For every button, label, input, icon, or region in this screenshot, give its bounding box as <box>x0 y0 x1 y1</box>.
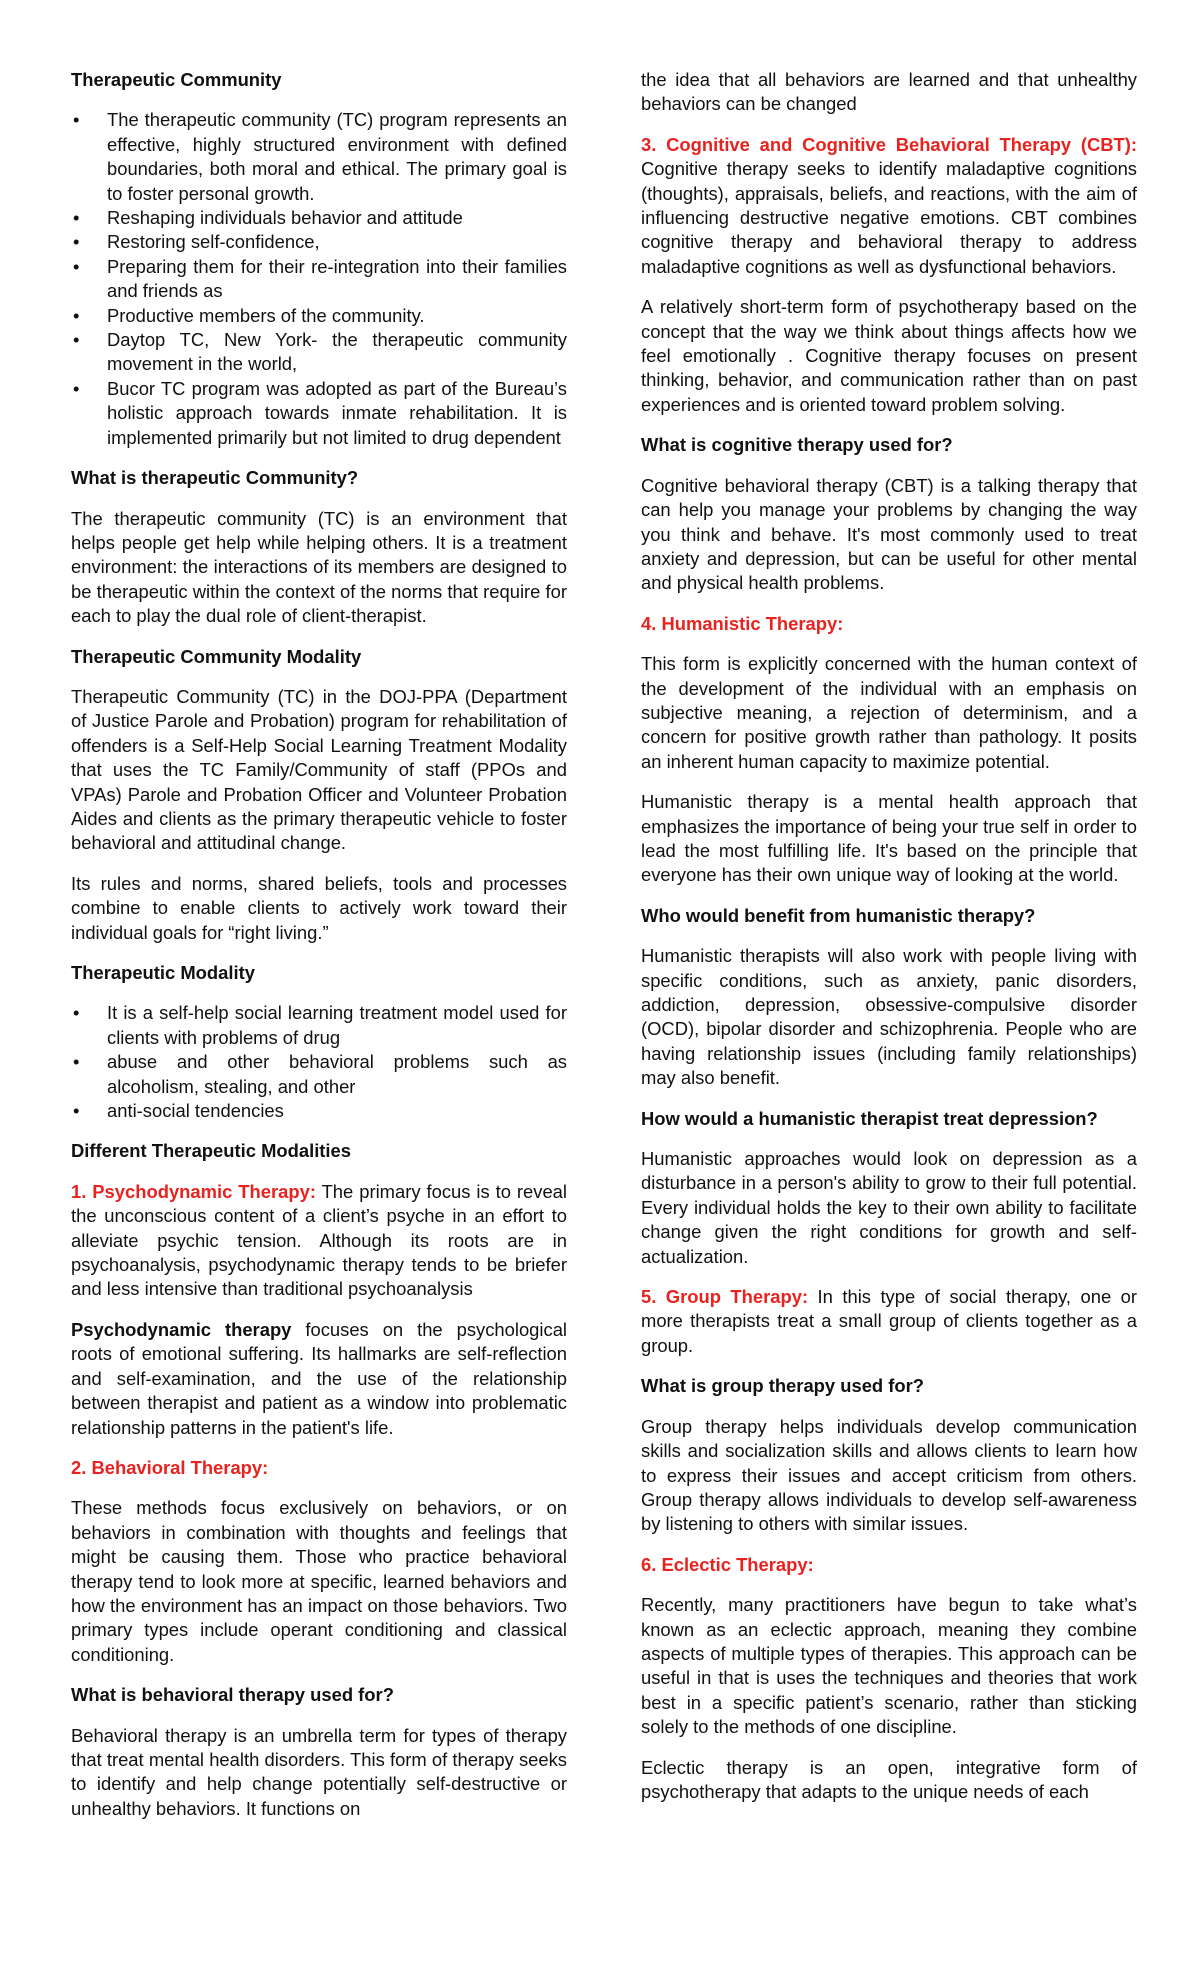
paragraph-behavioral-continued: the idea that all behaviors are learned and that unhealthy behaviors can be changed <box>641 69 1137 115</box>
right-column <box>641 68 1137 1820</box>
heading-tc-modality: Therapeutic Community Modality <box>71 645 362 667</box>
paragraph-psychodynamic: 1. Psychodynamic Therapy: The primary focus is to reveal the unconscious content of a client’s psyche in an effort to alleviate psychic tension. Although its roots are in psychoanalysis, psychodynamic therapy tends to be briefer and less intensive than traditional psychoanalysis <box>71 1180 567 1300</box>
list-item: • Restoring self-confidence, <box>71 230 567 254</box>
bullet-icon: • <box>73 1002 80 1024</box>
bullet-icon: • <box>73 207 80 229</box>
heading-group-used: What is group therapy used for? <box>641 1375 925 1397</box>
heading-eclectic-therapy: 6. Eclectic Therapy: <box>641 1553 814 1575</box>
paragraph-eclectic-2: Eclectic therapy is an open, integrative form of psychotherapy that adapts to the unique needs of each <box>641 1756 1137 1802</box>
list-item: • abuse and other behavioral problems such as alcoholism, stealing, and other <box>73 1051 567 1097</box>
paragraph-humanistic-2: Humanistic therapy is a mental health approach that emphasizes the importance of being your true self in order to lead the most fulfilling life. It's based on the principle that everyone has their own unique way of looking at the world. <box>641 791 1137 886</box>
paragraph-psychodynamic-2: Psychodynamic therapy focuses on the psychological roots of emotional suffering. Its hallmarks are self-reflection and self-examination, and the use of the relationship between therapist and patient as a window into problematic relationship patterns in the patient's life. <box>71 1318 568 1438</box>
paragraph-cbt: 3. Cognitive and Cognitive Behavioral Therapy (CBT): Cognitive therapy seeks to identify maladaptive cognitions (thoughts), appraisals, beliefs, and reactions, with the aim of influencing destructive negative emotions. CBT combines cognitive therapy and behavioral therapy to address maladaptive cognitions as well as dysfunctional behaviors. <box>641 133 1137 277</box>
list-item: • Bucor TC program was adopted as part of the Bureau’s holistic approach towards inmate rehabilitation. It is implemented primarily but not limited to drug dependent <box>73 377 567 448</box>
heading-different-modalities: Different Therapeutic Modalities <box>71 1140 351 1162</box>
paragraph-humanistic: This form is explicitly concerned with the human context of the development of the individual with an emphasis on subjective meaning, a rejection of determinism, and a concern for positive growth rather than pathology. It posits an inherent human capacity to maximize potential. <box>641 653 1137 772</box>
heading-therapeutic-modality: Therapeutic Modality <box>71 962 255 983</box>
paragraph-group: 5. Group Therapy: In this type of social therapy, one or more therapists treat a small group of clients together as a group. <box>641 1286 1137 1356</box>
paragraph-behavioral: These methods focus exclusively on behaviors, or on behaviors in combination with thoughts and feelings that might be causing them. Those who practice behavioral therapy tend to look more at specific, learned behaviors and how the environment has an impact on those behaviors. Two primary types include operant conditioning and classical conditioning. <box>71 1497 567 1665</box>
bullet-icon: • <box>73 231 80 253</box>
list-item: • anti-social tendencies <box>71 1099 567 1123</box>
heading-behavioral-used: What is behavioral therapy used for? <box>71 1684 394 1706</box>
list-item: • Daytop TC, New York- the therapeutic community movement in the world, <box>73 329 567 375</box>
list-item: • Reshaping individuals behavior and attitude <box>71 206 567 230</box>
heading-therapeutic-community: Therapeutic Community <box>71 69 282 90</box>
heading-humanistic-depression: How would a humanistic therapist treat depression? <box>641 1107 1098 1129</box>
bullet-icon: • <box>73 329 80 351</box>
paragraph-tc-modality-2: Its rules and norms, shared beliefs, tools and processes combine to enable clients to actively work toward their individual goals for “right living.” <box>71 872 567 943</box>
paragraph-cognitive-used: Cognitive behavioral therapy (CBT) is a talking therapy that can help you manage your problems by changing the way you think and behave. It's most commonly used to treat anxiety and depression, but can be useful for other mental and physical health problems. <box>641 474 1137 594</box>
heading-what-is-tc: What is therapeutic Community? <box>71 467 359 489</box>
heading-humanistic-therapy: 4. Humanistic Therapy: <box>641 612 844 634</box>
paragraph-eclectic: Recently, many practitioners have begun to take what’s known as an eclectic approach, meaning they combine aspects of multiple types of therapies. This approach can be useful in that is uses the techniques and theories that work best in a specific patient’s scenario, rather than sticking solely to the methods of one discipline. <box>641 1594 1137 1738</box>
modality-bullet-list <box>71 1001 567 1123</box>
paragraph-cbt-2: A relatively short-term form of psychotherapy based on the concept that the way we think about things affects how we feel emotionally . Cognitive therapy focuses on present thinking, behavior, and communication rather than on past experiences and is oriented toward problem solving. <box>641 296 1137 415</box>
bullet-icon: • <box>73 109 80 131</box>
cbt-label: 3. Cognitive and Cognitive Behavioral Therapy (CBT): <box>641 133 1137 155</box>
paragraph-tc-modality-1: Therapeutic Community (TC) in the DOJ-PPA (Department of Justice Parole and Probation) program for rehabilitation of offenders is a Self-Help Social Learning Treatment Modality that uses the TC Family/Community of staff (PPOs and VPAs) Parole and Probation Officer and Volunteer Probation Aides and clients as the primary therapeutic vehicle to foster behavioral and attitudinal change. <box>71 685 567 854</box>
left-column <box>71 68 567 1837</box>
group-label: 5. Group Therapy: <box>641 1286 809 1308</box>
heading-behavioral-therapy: 2. Behavioral Therapy: <box>71 1456 269 1478</box>
psychodynamic-label: 1. Psychodynamic Therapy: <box>71 1180 316 1202</box>
list-item: • It is a self-help social learning treatment model used for clients with problems of drug <box>73 1002 567 1048</box>
bullet-icon: • <box>73 255 80 277</box>
bullet-icon: • <box>73 377 80 399</box>
heading-cognitive-used: What is cognitive therapy used for? <box>641 434 953 456</box>
paragraph-behavioral-used: Behavioral therapy is an umbrella term for types of therapy that treat mental health disorders. This form of therapy seeks to identify and help change potentially self-destructive or unhealthy behaviors. It functions on <box>71 1724 567 1819</box>
paragraph-humanistic-depression: Humanistic approaches would look on depression as a disturbance in a person's ability to grow to their full potential. Every individual holds the key to their own ability to facilitate change given the right conditions for growth and self-actualization. <box>641 1148 1137 1267</box>
list-item: • Productive members of the community. <box>71 304 567 328</box>
paragraph-group-used: Group therapy helps individuals develop communication skills and socialization skills and allows clients to learn how to express their issues and accept criticism from others. Group therapy allows individuals to develop self-awareness by listening to others with similar issues. <box>641 1415 1137 1535</box>
list-item: • The therapeutic community (TC) program represents an effective, highly structured environment with defined boundaries, both moral and ethical. The primary goal is to foster personal growth. <box>73 109 567 204</box>
bullet-icon: • <box>73 1051 80 1073</box>
tc-bullet-list <box>71 108 567 450</box>
paragraph-what-is-tc: The therapeutic community (TC) is an environment that helps people get help while helping others. It is a treatment environment: the interactions of its members are designed to be therapeutic within the context of the norms that require for each to play the dual role of client-therapist. <box>71 507 567 627</box>
bullet-icon: • <box>73 1100 80 1122</box>
bullet-icon: • <box>73 304 80 326</box>
paragraph-humanistic-benefit: Humanistic therapists will also work with people living with specific conditions, such as anxiety, panic disorders, addiction, depression, obsessive-compulsive disorder (OCD), bipolar disorder and schizophrenia. People who are having relationship issues (including family relationships) may also benefit. <box>641 945 1137 1089</box>
list-item: • Preparing them for their re-integration into their families and friends as <box>73 255 567 302</box>
heading-humanistic-benefit: Who would benefit from humanistic therapy? <box>641 904 1036 926</box>
